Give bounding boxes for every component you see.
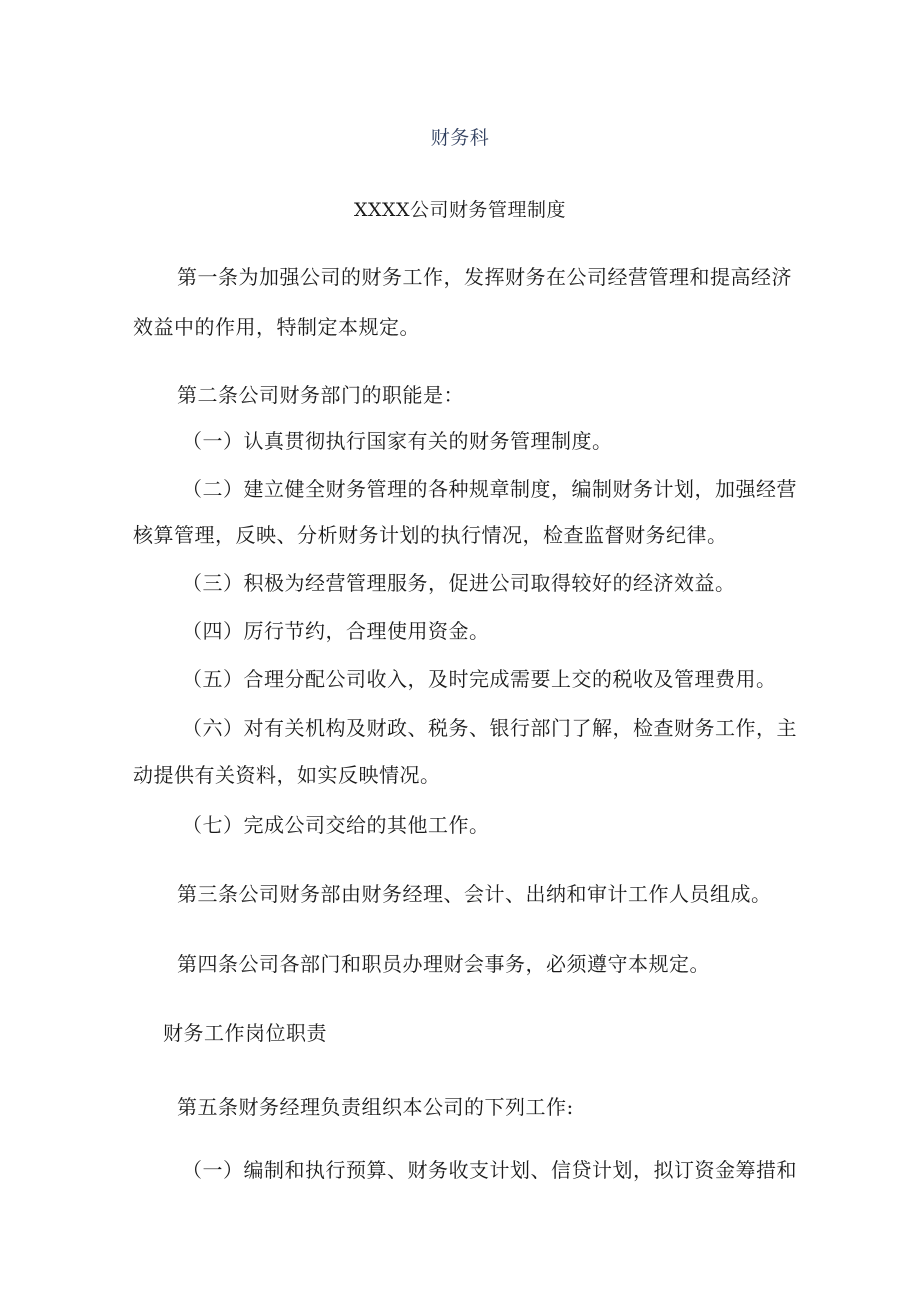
article-2-item-2-line-2: 核算管理，反映、分析财务计划的执行情况，检查监督财务纪律。 xyxy=(133,523,728,547)
article-2-item-7: （七）完成公司交给的其他工作。 xyxy=(182,813,490,837)
article-5-item-1-line-1: （一）编制和执行预算、财务收支计划、信贷计划，拟订资金筹措和 xyxy=(182,1158,797,1182)
article-4: 第四条公司各部门和职员办理财会事务，必须遵守本规定。 xyxy=(177,952,710,976)
article-5-heading: 第五条财务经理负责组织本公司的下列工作: xyxy=(177,1095,574,1119)
article-2-item-1: （一）认真贯彻执行国家有关的财务管理制度。 xyxy=(182,429,613,453)
article-2-item-3: （三）积极为经营管理服务，促进公司取得较好的经济效益。 xyxy=(182,571,736,595)
department-header: 财务科 xyxy=(430,127,490,149)
article-2-item-2-line-1: （二）建立健全财务管理的各种规章制度，编制财务计划，加强经营 xyxy=(182,477,797,501)
document-title: XXXX公司财务管理制度 xyxy=(353,199,567,221)
article-2-item-6-line-1: （六）对有关机构及财政、税务、银行部门了解，检查财务工作，主 xyxy=(182,716,797,740)
article-1-line-1: 第一条为加强公司的财务工作，发挥财务在公司经营管理和提高经济 xyxy=(177,265,792,289)
section-heading: 财务工作岗位职责 xyxy=(163,1021,327,1045)
article-2-item-4: （四）厉行节约，合理使用资金。 xyxy=(182,619,490,643)
article-2-item-6-line-2: 动提供有关资料，如实反映情况。 xyxy=(133,763,441,787)
article-2-heading: 第二条公司财务部门的职能是： xyxy=(177,383,464,407)
article-2-item-5: （五）合理分配公司收入，及时完成需要上交的税收及管理费用。 xyxy=(182,667,777,691)
article-1-line-2: 效益中的作用，特制定本规定。 xyxy=(133,315,420,339)
article-3: 第三条公司财务部由财务经理、会计、出纳和审计工作人员组成。 xyxy=(177,882,772,906)
